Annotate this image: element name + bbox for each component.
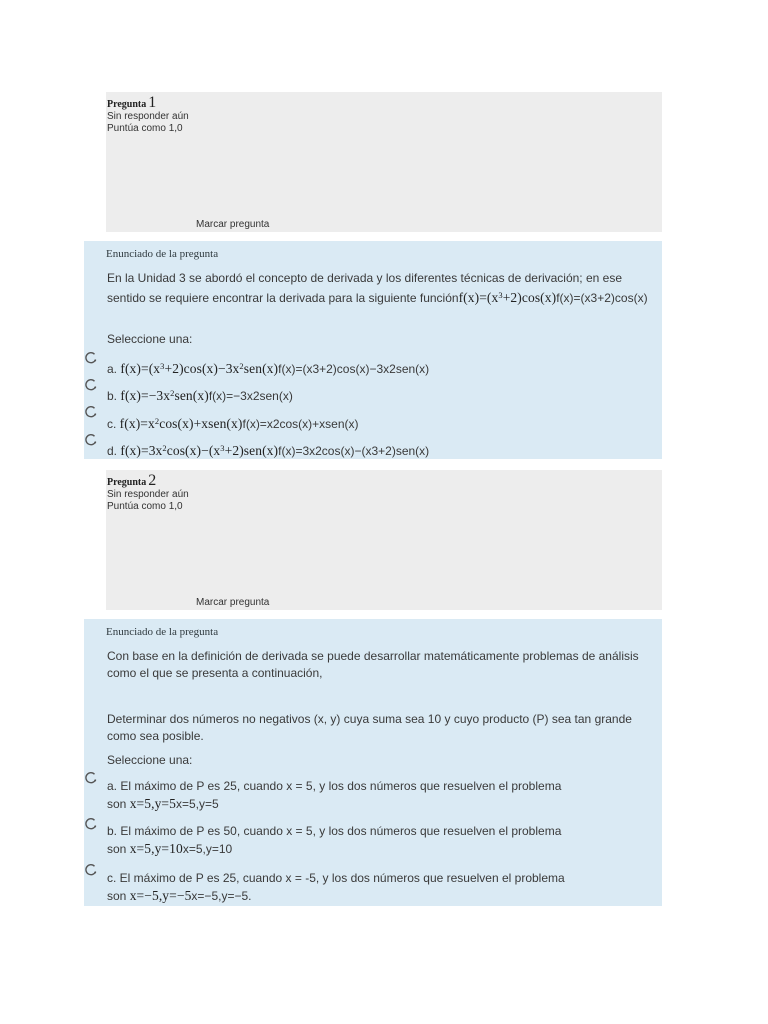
radio-unchecked-icon[interactable]: [84, 378, 98, 392]
question-2-option-b[interactable]: b. El máximo de P es 50, cuando x = 5, y los dos números que resuelven el problema son x=5,y=10x=5,y=10: [84, 817, 662, 861]
question-2-option-c[interactable]: c. El máximo de P es 25, cuando x = -5, y los dos números que resuelven el problema son x=−5,y=−5x=−5,y=−5.: [84, 863, 662, 906]
radio-unchecked-icon[interactable]: [84, 863, 98, 877]
question-2-content: [84, 619, 662, 906]
question-1-option-b[interactable]: b. $f(x)=-3x^2sen(x)f(x)=-3x2sen(x)$: [84, 378, 662, 404]
question-1-title: Pregunta 1: [107, 94, 157, 111]
question-1-status: Sin responder aún: [107, 111, 189, 122]
question-2-problem: Determinar dos números no negativos (x, y) cuya suma sea 10 y cuyo producto (P) sea tan grande como sea posible.: [107, 712, 632, 743]
radio-unchecked-icon[interactable]: [84, 771, 98, 785]
question-2-status: Sin responder aún: [107, 489, 189, 500]
question-2-mark: Puntúa como 1,0: [107, 501, 183, 512]
radio-unchecked-icon[interactable]: [84, 351, 98, 365]
question-1-option-c[interactable]: c. $f(x)=x^2\cos(x)+xsen(x)f(x)=x2\cos(x)+xsen(x)$: [84, 405, 662, 431]
question-1-option-d[interactable]: d. $f(x)=3x^2\cos(x)-(x^3+2)sen(x)f(x)=3x2\cos(x)-(x3+2)sen(x)$: [84, 433, 662, 459]
question-1-prompt: Seleccione una:: [107, 332, 193, 346]
question-1-function-math: $f(x)=(x^3+2)\cos(x)$: [458, 290, 557, 305]
question-1-heading: Enunciado de la pregunta: [106, 248, 219, 260]
question-2-option-a[interactable]: a. El máximo de P es 25, cuando x = 5, y los dos números que resuelven el problema son x=5,y=5x=5,y=5: [84, 771, 662, 815]
radio-unchecked-icon[interactable]: [84, 405, 98, 419]
question-1-content: [84, 241, 662, 459]
question-2-heading: Enunciado de la pregunta: [106, 626, 219, 638]
question-2-title: Pregunta 2: [107, 472, 157, 489]
radio-unchecked-icon[interactable]: [84, 817, 98, 831]
question-1-flag-link[interactable]: Marcar pregunta: [196, 219, 270, 230]
question-1-mark: Puntúa como 1,0: [107, 123, 183, 134]
question-1-text: En la Unidad 3 se abordó el concepto de derivada y los diferentes técnicas de derivación; en ese sentido se requiere encontrar la derivada para la siguiente $funciónf(x)=(x^3+2)\cos(x)f(x)=(x3+2)\cos(x)$: [107, 271, 648, 305]
question-1-info: [106, 92, 662, 232]
question-2-flag-link[interactable]: Marcar pregunta: [196, 597, 270, 608]
radio-unchecked-icon[interactable]: [84, 433, 98, 447]
question-1-option-a[interactable]: a. $f(x)=(x^3+2)\cos(x)-3x^2sen(x)f(x)=(x3+2)\cos(x)-3x2sen(x)$: [84, 351, 662, 377]
question-2-info: [106, 470, 662, 610]
question-2-intro: Con base en la definición de derivada se puede desarrollar matemáticamente problemas de análisis como el que se presenta a continuación,: [107, 649, 639, 680]
question-2-prompt: Seleccione una:: [107, 753, 193, 767]
